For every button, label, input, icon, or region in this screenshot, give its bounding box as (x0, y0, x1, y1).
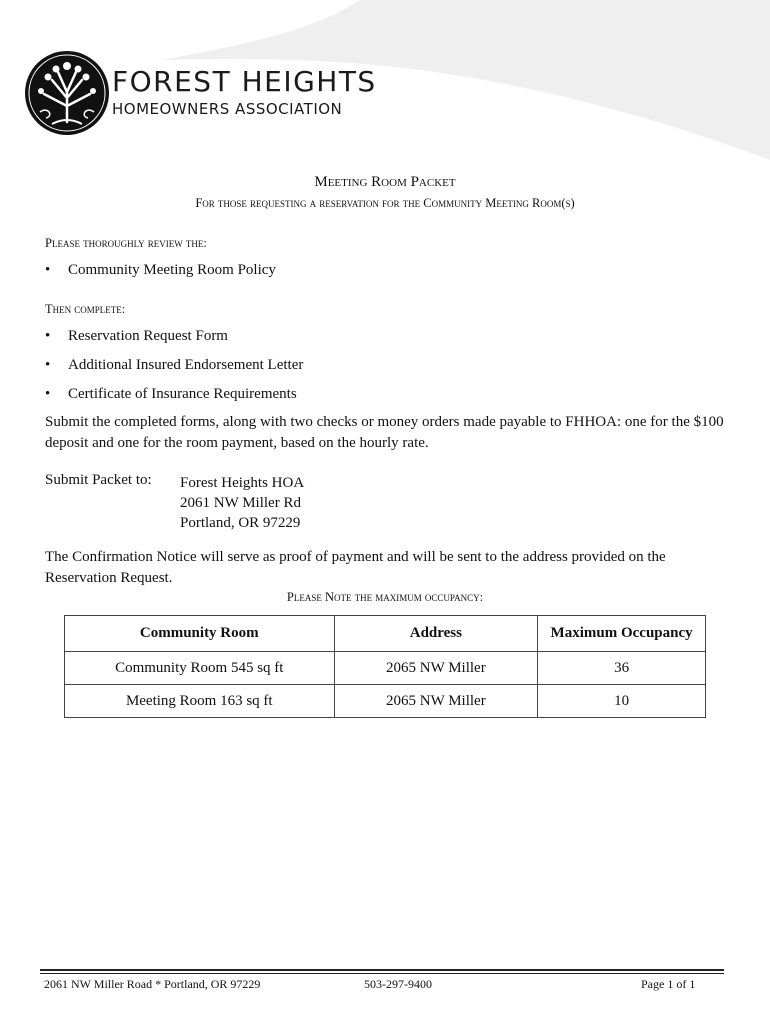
table-header-row (65, 616, 706, 652)
submit-label: Submit Packet to: (45, 472, 152, 488)
bullet-icon: • (45, 357, 51, 373)
column-header: Address (334, 616, 538, 652)
footer-divider (40, 969, 724, 971)
table-cell: 2065 NW Miller (334, 652, 538, 685)
table-cell: Community Room 545 sq ft (65, 652, 335, 685)
address-line: 2061 NW Miller Rd (180, 495, 301, 511)
column-header: Community Room (65, 616, 335, 652)
table-row (65, 652, 706, 685)
address-line: Forest Heights HOA (180, 475, 305, 491)
list-item (45, 387, 297, 402)
list-item-label: Reservation Request Form (68, 328, 228, 344)
confirmation-paragraph: The Confirmation Notice will serve as proof of payment and will be sent to the address provided on the Reservation Request. (45, 549, 666, 586)
complete-heading: Then complete: (45, 302, 126, 316)
list-item (45, 263, 276, 278)
submit-address (180, 473, 304, 533)
bullet-icon: • (45, 328, 51, 344)
footer-address: 2061 NW Miller Road * Portland, OR 97229 (44, 977, 261, 991)
org-subtitle: HOMEOWNERS ASSOCIATION (112, 100, 343, 118)
list-item (45, 329, 228, 344)
list-item-label: Certificate of Insurance Requirements (68, 386, 297, 402)
column-header: Maximum Occupancy (538, 616, 706, 652)
tree-logo-icon (24, 50, 110, 136)
submit-paragraph: Submit the completed forms, along with two checks or money orders made payable to FHHOA: one for the $100 deposit and one for the room payment, based on the hourly rate. (45, 414, 724, 451)
list-item-label: Additional Insured Endorsement Letter (68, 357, 304, 373)
page-title: Meeting Room Packet (314, 174, 456, 190)
bullet-icon: • (45, 262, 51, 278)
org-name: FOREST HEIGHTS (112, 65, 377, 98)
footer-phone: 503-297-9400 (364, 977, 432, 991)
table-cell: 2065 NW Miller (334, 685, 538, 718)
footer-page-number: Page 1 of 1 (641, 977, 696, 991)
list-item-label: Community Meeting Room Policy (68, 262, 276, 278)
table-cell: Meeting Room 163 sq ft (65, 685, 335, 718)
table-cell: 10 (538, 685, 706, 718)
list-item (45, 358, 303, 373)
table-cell: 36 (538, 652, 706, 685)
occupancy-note: Please Note the maximum occupancy: (286, 590, 484, 604)
review-heading: Please thoroughly review the: (45, 236, 207, 250)
occupancy-table (64, 615, 706, 718)
footer-divider (40, 973, 724, 974)
page-subtitle: For those requesting a reservation for the Community Meeting Room(s) (195, 196, 575, 210)
letterhead (24, 50, 384, 140)
address-line: Portland, OR 97229 (180, 515, 301, 531)
table-row (65, 685, 706, 718)
bullet-icon: • (45, 386, 51, 402)
